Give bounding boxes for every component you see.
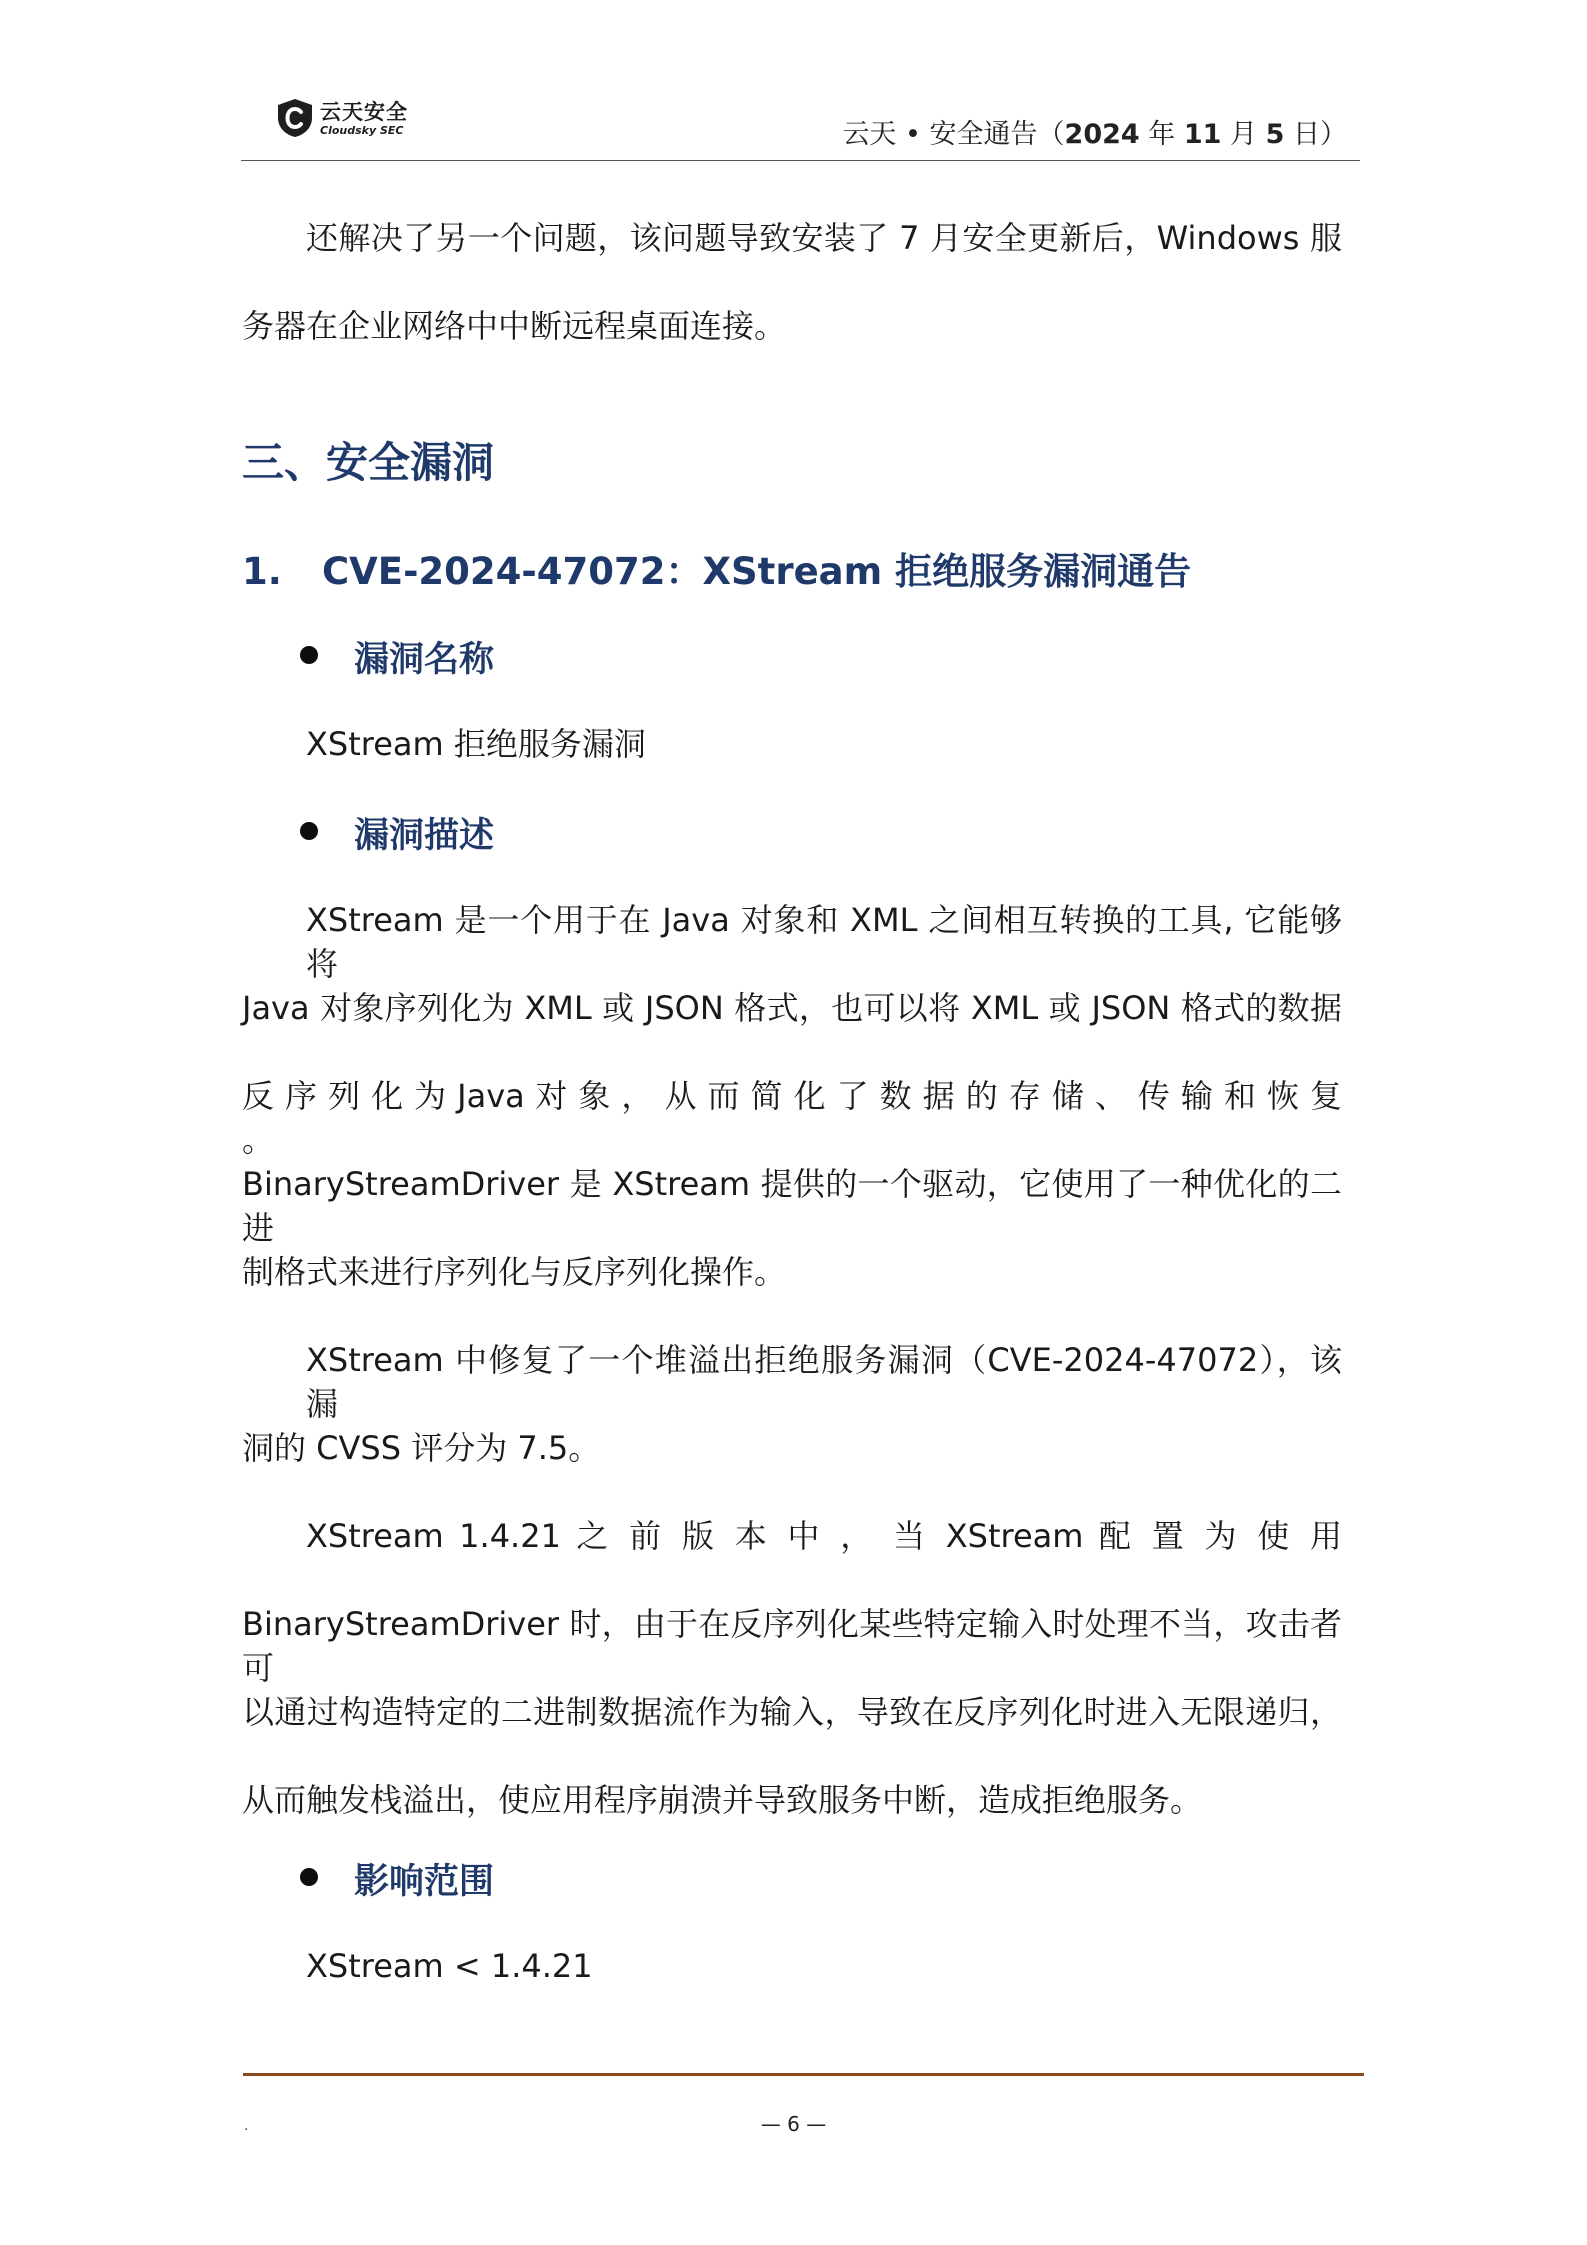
page-number: — 6 — [760, 2112, 827, 2136]
header-day-suffix: 日） [1284, 119, 1347, 150]
vuln-number: 1. [242, 550, 282, 593]
detail-line-1: XStream 1.4.21 之 前 版 本 中 ， 当 XStream 配 置 为 使 用 [306, 1517, 1342, 1555]
desc-line-4: BinaryStreamDriver 是 XStream 提供的一个驱动，它使用了一种优化的二进 [242, 1165, 1342, 1247]
vuln-name: XStream 拒绝服务漏洞 [306, 725, 646, 763]
vuln-title [242, 541, 1191, 595]
header-title-prefix: 云天 • 安全通告（ [842, 119, 1065, 150]
footer-divider [243, 2073, 1364, 2076]
name-heading-text: 漏洞名称 [354, 640, 495, 680]
scope-heading-text: 影响范围 [354, 1862, 495, 1902]
header-divider [241, 160, 1360, 161]
header-title [842, 112, 1347, 151]
desc-line-1: XStream 是一个用于在 Java 对象和 XML 之间相互转换的工具, 它能够将 [306, 901, 1342, 983]
vuln-title-text: CVE-2024-47072：XStream 拒绝服务漏洞通告 [322, 550, 1192, 593]
detail-line-2: BinaryStreamDriver 时，由于在反序列化某些特定输入时处理不当，攻击者可 [242, 1605, 1342, 1687]
header-year: 2024 [1064, 119, 1140, 150]
scope-value: XStream < 1.4.21 [306, 1947, 593, 1985]
shield-logo-icon [276, 98, 314, 138]
detail-line-4: 从而触发栈溢出，使应用程序崩溃并导致服务中断，造成拒绝服务。 [242, 1781, 1203, 1819]
desc-line-5: 制格式来进行序列化与反序列化操作。 [242, 1253, 787, 1291]
logo-english-text: Cloudsky SEC [320, 124, 404, 137]
desc-line-3: 反 序 列 化 为 Java 对 象 ， 从 而 简 化 了 数 据 的 存 储 、 传 输 和 恢 复 。 [242, 1077, 1342, 1159]
desc-line-2: Java 对象序列化为 XML 或 JSON 格式，也可以将 XML 或 JSON 格式的数据 [242, 989, 1342, 1027]
intro-line-2: 务器在企业网络中中断远程桌面连接。 [242, 307, 787, 345]
desc-heading-text: 漏洞描述 [354, 816, 495, 856]
footer-dot: . [244, 2118, 249, 2134]
company-logo [276, 96, 436, 146]
header-month: 11 [1183, 119, 1222, 150]
bullet-dot [300, 1868, 318, 1886]
fix-line-1: XStream 中修复了一个堆溢出拒绝服务漏洞（CVE-2024-47072），该漏 [306, 1341, 1342, 1423]
bullet-dot [300, 646, 318, 664]
header-month-suffix: 月 [1221, 119, 1266, 150]
fix-line-2: 洞的 CVSS 评分为 7.5。 [242, 1429, 601, 1467]
intro-line-1: 还解决了另一个问题，该问题导致安装了 7 月安全更新后，Windows 服 [306, 219, 1342, 257]
bullet-dot [300, 822, 318, 840]
section-title: 三、安全漏洞 [242, 438, 495, 487]
header-day: 5 [1265, 119, 1285, 150]
detail-line-3: 以通过构造特定的二进制数据流作为输入，导致在反序列化时进入无限递归， [242, 1693, 1342, 1731]
header-year-suffix: 年 [1139, 119, 1184, 150]
logo-chinese-text: 云天安全 [320, 100, 408, 124]
